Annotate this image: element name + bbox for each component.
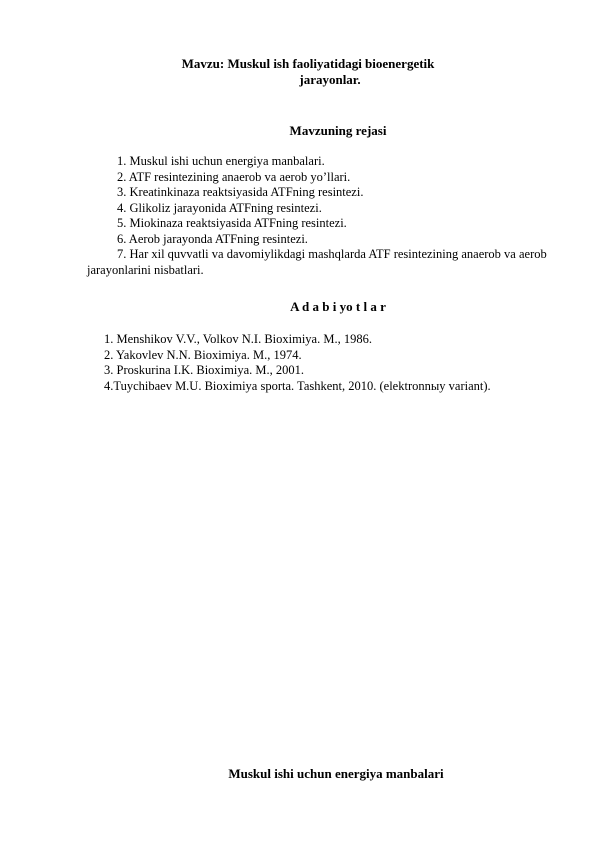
literature-item-2: 2. Yakovlev N.N. Bioximiya. M., 1974. xyxy=(104,347,302,362)
literature-item-3: 3. Proskurina I.K. Bioximiya. M., 2001. xyxy=(104,363,304,377)
topic-title-line-2: jarayonlar. xyxy=(299,71,361,87)
plan-list xyxy=(87,154,557,278)
topic-title-line-1: Mavzu: Muskul ish faoliyatidagi bioenergetik xyxy=(181,56,435,71)
literature-item-4: 4.Tuychibaev M.U. Bioximiya sporta. Tashkent, 2010. (elektronnыy variant). xyxy=(104,378,491,393)
literature-list xyxy=(104,332,564,394)
section-heading xyxy=(0,766,596,782)
plan-item-3: 3. Kreatinkinaza reaktsiyasida ATFning resintezi. xyxy=(117,185,364,199)
plan-item-2: 2. ATF resintezining anaerob va aerob yo’llari. xyxy=(117,169,351,184)
plan-item-6: 6. Aerob jarayonda ATFning resintezi. xyxy=(117,231,308,246)
literature-heading: A d a b i yo t l a r xyxy=(290,299,386,314)
plan-item-4: 4. Glikoliz jarayonida ATFning resintezi. xyxy=(117,200,322,215)
plan-item-1: 1. Muskul ishi uchun energiya manbalari. xyxy=(117,154,325,168)
section-heading-text: Muskul ishi uchun energiya manbalari xyxy=(228,766,444,781)
plan-item-5: 5. Miokinaza reaktsiyasida ATFning resintezi. xyxy=(117,216,347,230)
literature-item-1: 1. Menshikov V.V., Volkov N.I. Bioximiya. M., 1986. xyxy=(104,332,372,346)
plan-item-7: 7. Har xil quvvatli va davomiylikdagi mashqlarda ATF resintezining anaerob va aerob jarayonlarini nisbatlari. xyxy=(87,247,547,277)
plan-heading: Mavzuning rejasi xyxy=(289,123,387,138)
topic-title xyxy=(0,56,596,87)
